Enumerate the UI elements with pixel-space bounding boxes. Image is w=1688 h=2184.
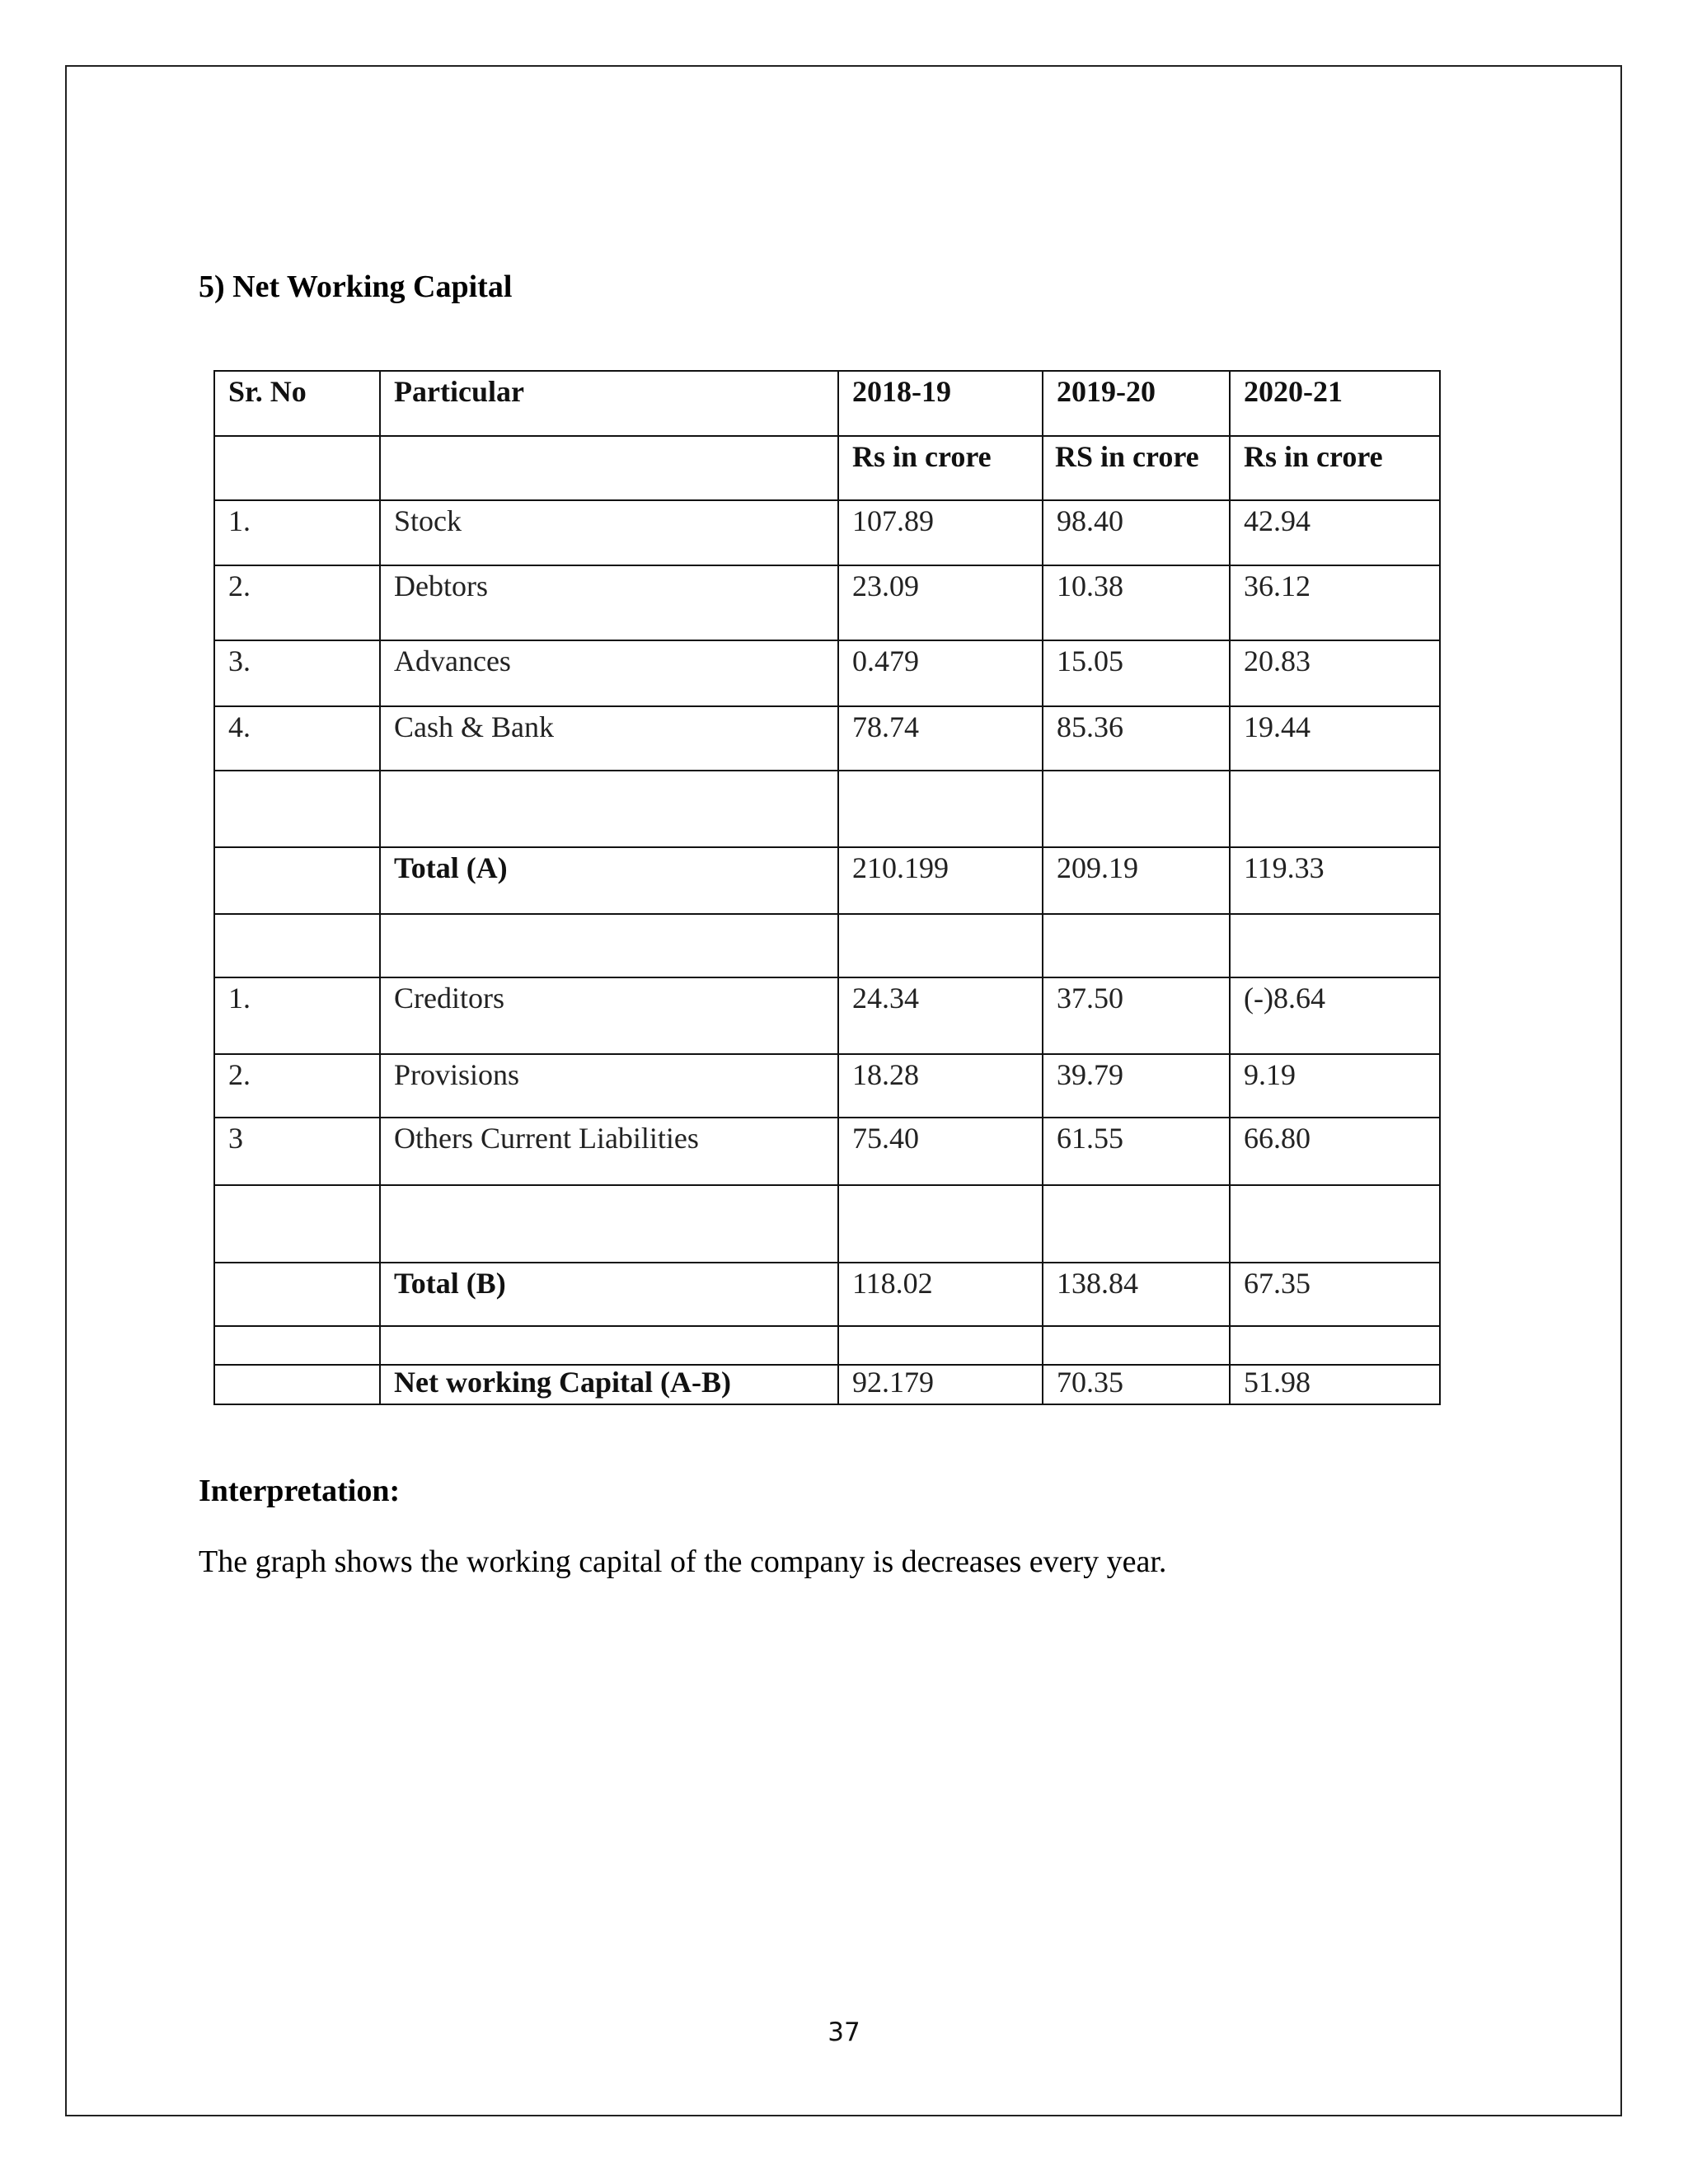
table-cell	[1230, 1185, 1440, 1263]
table-cell: 1.	[214, 500, 380, 565]
table-row-total-a	[214, 847, 1440, 914]
table-row-empty	[214, 771, 1440, 847]
table-cell	[214, 771, 380, 847]
page-number: 37	[828, 2018, 860, 2047]
units-cell: RS in crore	[1043, 436, 1230, 500]
table-cell: 20.83	[1230, 640, 1440, 706]
table-cell	[380, 914, 838, 977]
table-cell: Debtors	[380, 565, 838, 640]
table-cell	[214, 914, 380, 977]
section-heading: 5) Net Working Capital	[199, 269, 513, 304]
table-cell: 24.34	[838, 977, 1043, 1054]
table-cell	[214, 847, 380, 914]
table-cell	[214, 1365, 380, 1404]
table-cell	[214, 1263, 380, 1326]
table-row	[214, 1054, 1440, 1118]
table-cell: 138.84	[1043, 1263, 1230, 1326]
table-cell	[380, 1185, 838, 1263]
total-b-label: Total (B)	[380, 1263, 838, 1326]
table-cell: 42.94	[1230, 500, 1440, 565]
table-row	[214, 565, 1440, 640]
table-cell	[838, 914, 1043, 977]
table-cell: 51.98	[1230, 1365, 1440, 1404]
table-cell	[214, 1185, 380, 1263]
interpretation-text: The graph shows the working capital of the company is decreases every year.	[199, 1544, 1167, 1579]
table-header-row	[214, 371, 1440, 436]
table-cell: 78.74	[838, 706, 1043, 771]
table-cell: 37.50	[1043, 977, 1230, 1054]
table-cell: 75.40	[838, 1118, 1043, 1185]
table-cell: 18.28	[838, 1054, 1043, 1118]
table-cell: 19.44	[1230, 706, 1440, 771]
table-row	[214, 706, 1440, 771]
table-row-net-working-capital	[214, 1365, 1440, 1404]
table-cell	[1043, 914, 1230, 977]
table-cell: 67.35	[1230, 1263, 1440, 1326]
table-cell: 9.19	[1230, 1054, 1440, 1118]
header-cell-sr-no: Sr. No	[214, 371, 380, 436]
table-row	[214, 977, 1440, 1054]
table-cell: 23.09	[838, 565, 1043, 640]
table-cell: 66.80	[1230, 1118, 1440, 1185]
table-cell: 3.	[214, 640, 380, 706]
table-cell	[838, 771, 1043, 847]
table-cell	[380, 771, 838, 847]
table-cell: 209.19	[1043, 847, 1230, 914]
header-cell-particular: Particular	[380, 371, 838, 436]
net-working-capital-table	[213, 370, 1441, 1405]
table-cell	[1043, 771, 1230, 847]
table-units-row	[214, 436, 1440, 500]
table-cell	[214, 1326, 380, 1365]
table-cell: 2.	[214, 1054, 380, 1118]
table-cell	[1230, 914, 1440, 977]
table-cell: 10.38	[1043, 565, 1230, 640]
table-cell: Creditors	[380, 977, 838, 1054]
total-a-label: Total (A)	[380, 847, 838, 914]
table-cell: 98.40	[1043, 500, 1230, 565]
table-row-total-b	[214, 1263, 1440, 1326]
table-cell: 3	[214, 1118, 380, 1185]
table-cell	[1043, 1185, 1230, 1263]
table-row-empty	[214, 1185, 1440, 1263]
table-cell: 36.12	[1230, 565, 1440, 640]
table-cell: (-)8.64	[1230, 977, 1440, 1054]
table-cell: 118.02	[838, 1263, 1043, 1326]
interpretation-heading: Interpretation:	[199, 1474, 401, 1508]
units-cell: Rs in crore	[838, 436, 1043, 500]
table-cell: 70.35	[1043, 1365, 1230, 1404]
units-cell: Rs in crore	[1230, 436, 1440, 500]
table-cell: 2.	[214, 565, 380, 640]
table-cell: Stock	[380, 500, 838, 565]
table-cell: 107.89	[838, 500, 1043, 565]
table-row	[214, 640, 1440, 706]
table-cell: 119.33	[1230, 847, 1440, 914]
table-cell: 1.	[214, 977, 380, 1054]
table-cell: 4.	[214, 706, 380, 771]
table-row-empty	[214, 914, 1440, 977]
net-working-capital-label: Net working Capital (A-B)	[380, 1365, 838, 1404]
table-row	[214, 1118, 1440, 1185]
units-cell	[380, 436, 838, 500]
table-cell	[838, 1326, 1043, 1365]
table-cell	[838, 1185, 1043, 1263]
table-cell: 210.199	[838, 847, 1043, 914]
table-row	[214, 500, 1440, 565]
table-row-empty	[214, 1326, 1440, 1365]
header-cell-2018-19: 2018-19	[838, 371, 1043, 436]
table-cell: 0.479	[838, 640, 1043, 706]
header-cell-2020-21: 2020-21	[1230, 371, 1440, 436]
table-cell: 92.179	[838, 1365, 1043, 1404]
table-cell: 85.36	[1043, 706, 1230, 771]
table-cell: 15.05	[1043, 640, 1230, 706]
header-cell-2019-20: 2019-20	[1043, 371, 1230, 436]
table-cell	[380, 1326, 838, 1365]
table-cell: 39.79	[1043, 1054, 1230, 1118]
table-cell	[1230, 771, 1440, 847]
table-cell: 61.55	[1043, 1118, 1230, 1185]
table-cell: Cash & Bank	[380, 706, 838, 771]
table-cell: Others Current Liabilities	[380, 1118, 838, 1185]
table-cell	[1230, 1326, 1440, 1365]
units-cell	[214, 436, 380, 500]
table-cell: Provisions	[380, 1054, 838, 1118]
table-cell	[1043, 1326, 1230, 1365]
table-cell: Advances	[380, 640, 838, 706]
